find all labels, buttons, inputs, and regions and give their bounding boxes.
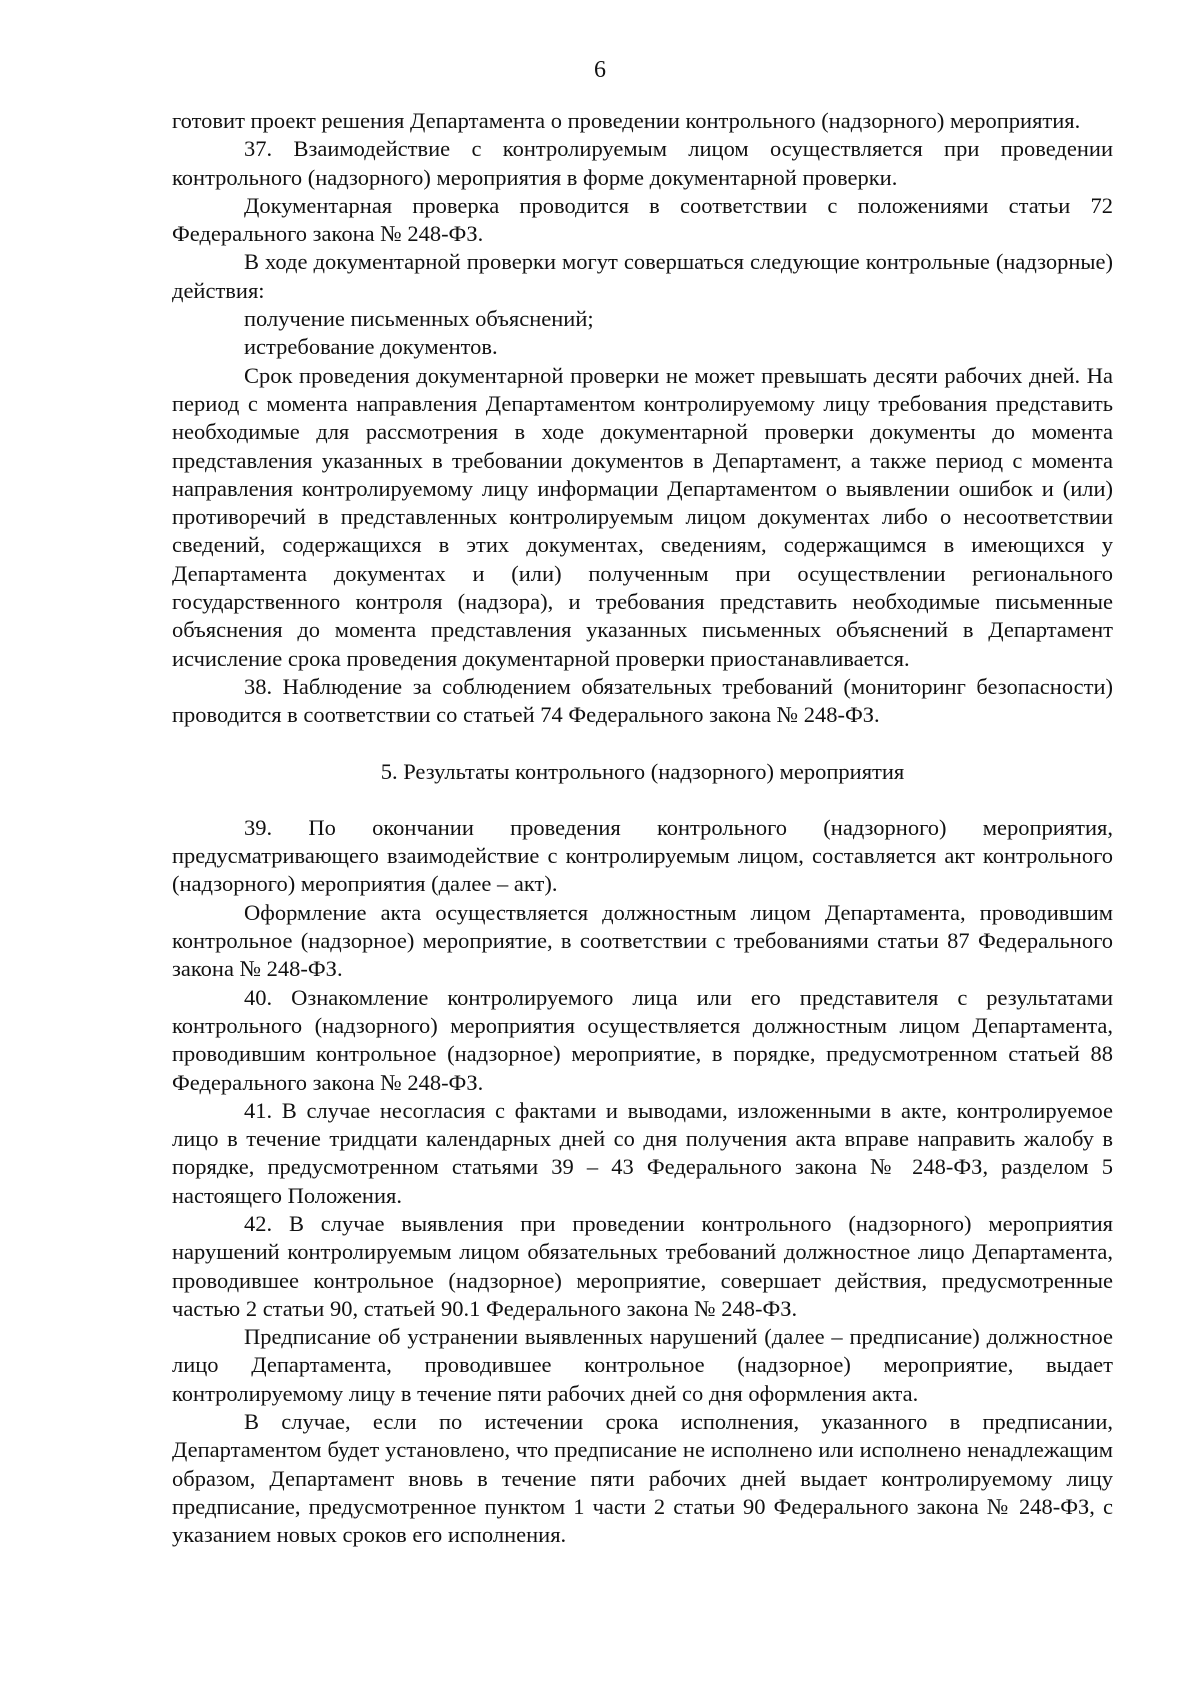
paragraph-repeated-prescription: В случае, если по истечении срока исполнения, указанного в предписании, Департаментом будет установлено, что предписание не исполнено или исполнено ненадлежащим образом, Департамент вновь в течение пяти рабочих дней выдает контролируемому лицу предписание, предусмотренное пунктом 1 части 2 статьи 90 Федерального закона № 248-ФЗ, с указанием новых сроков его исполнения.	[172, 1409, 1113, 1548]
section-heading: 5. Результаты контрольного (надзорного) мероприятия	[380, 758, 905, 784]
paragraph-clause-42: 42. В случае выявления при проведении контрольного (надзорного) мероприятия нарушений контролируемым лицом обязательных требований должностное лицо Департамента, проводившее контрольное (надзорное) мероприятие, совершает действия, предусмотренные частью 2 статьи 90, статьей 90.1 Федерального закона № 248-ФЗ.	[172, 1210, 1113, 1321]
paragraph-clause-39: 39. По окончании проведения контрольного (надзорного) мероприятия, предусматривающего взаимодействие с контролируемым лицом, составляется акт контрольного (надзорного) мероприятия (далее – акт).	[172, 814, 1113, 897]
list-item-written-explanations: получение письменных объяснений;	[244, 306, 594, 332]
paragraph-clause-37: 37. Взаимодействие с контролируемым лицом осуществляется при проведении контрольного (надзорного) мероприятия в форме документарной проверки.	[172, 136, 1113, 190]
paragraph-clause-41: 41. В случае несогласия с фактами и выводами, изложенными в акте, контролируемое лицо в течение тридцати календарных дней со дня получения акта вправе направить жалобу в порядке, предусмотренном статьями 39 – 43 Федерального закона № 248-ФЗ, разделом 5 настоящего Положения.	[172, 1097, 1113, 1208]
paragraph-documentary-check: Документарная проверка проводится в соответствии с положениями статьи 72 Федерального закона № 248-ФЗ.	[172, 192, 1113, 247]
paragraph-continuation: готовит проект решения Департамента о проведении контрольного (надзорного) мероприятия.	[172, 108, 1081, 133]
paragraph-clause-40: 40. Ознакомление контролируемого лица или его представителя с результатами контрольного (надзорного) мероприятия осуществляется должностным лицом Департамента, проводившим контрольное (надзорное) мероприятие, в порядке, предусмотренном статьей 88 Федерального закона № 248-ФЗ.	[172, 984, 1113, 1095]
paragraph-check-period: Срок проведения документарной проверки не может превышать десяти рабочих дней. На период с момента направления Департаментом контролируемому лицу требования представить необходимые для рассмотрения в ходе документарной проверки документы до момента представления указанных в требовании документов в Департамент, а также период с момента направления контролируемому лицу информации Департаментом о выявлении ошибок и (или) противоречий в представленных контролируемым лицом документах либо о несоответствии сведений, содержащихся в этих документах, сведениям, содержащимся в имеющихся у Департамента документах и (или) полученным при осуществлении регионального государственного контроля (надзора), и требования представить необходимые письменные объяснения до момента представления указанных письменных объяснений в Департамент исчисление срока проведения документарной проверки приостанавливается.	[172, 362, 1113, 671]
paragraph-control-actions: В ходе документарной проверки могут совершаться следующие контрольные (надзорные) действия:	[172, 249, 1113, 303]
paragraph-clause-38: 38. Наблюдение за соблюдением обязательных требований (мониторинг безопасности) проводится в соответствии со статьей 74 Федерального закона № 248-ФЗ.	[172, 673, 1113, 728]
page-number: 6	[594, 57, 606, 83]
paragraph-act-formalization: Оформление акта осуществляется должностным лицом Департамента, проводившим контрольное (надзорное) мероприятие, в соответствии с требованиями статьи 87 Федерального закона № 248-ФЗ.	[172, 899, 1113, 982]
document-body	[172, 107, 1113, 1550]
list-item-document-request: истребование документов.	[244, 334, 498, 360]
paragraph-prescription: Предписание об устранении выявленных нарушений (далее – предписание) должностное лицо Департамента, проводившее контрольное (надзорное) мероприятие, выдает контролируемому лицу в течение пяти рабочих дней со дня оформления акта.	[172, 1324, 1113, 1406]
